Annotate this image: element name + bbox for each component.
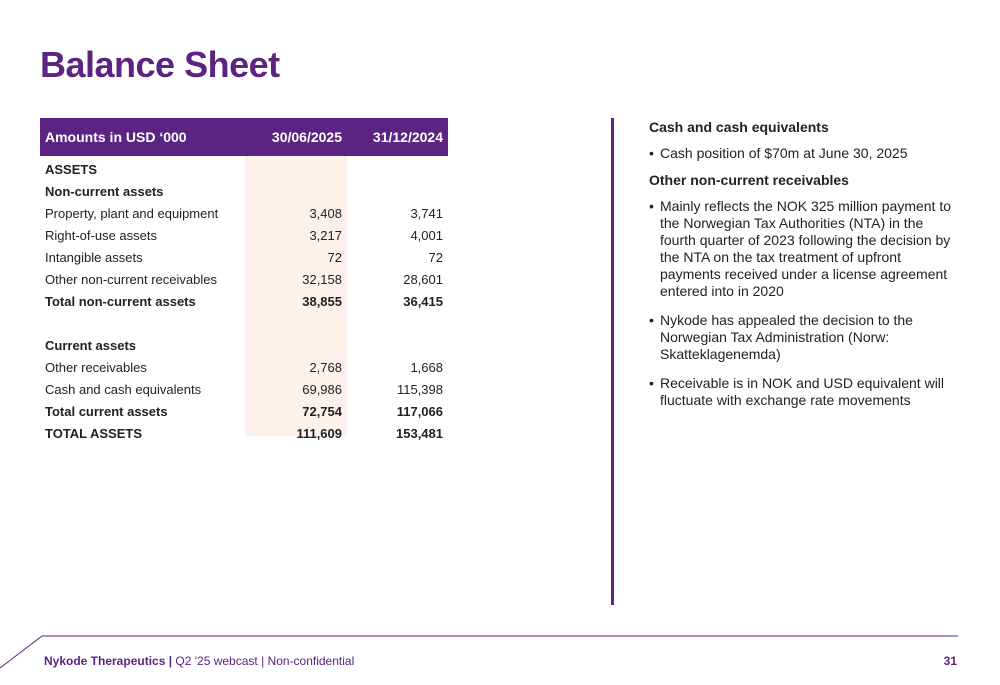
note-bullet: • Receivable is in NOK and USD equivalent will fluctuate with exchange rate movements <box>649 375 959 409</box>
note-bullet: • Cash position of $70m at June 30, 2025 <box>649 145 959 162</box>
row-label: ASSETS <box>45 162 98 177</box>
footer-company: Nykode Therapeutics | <box>44 654 173 668</box>
row-value-2024: 36,415 <box>403 294 443 309</box>
row-value-2025: 69,986 <box>302 382 342 397</box>
row-label: Current assets <box>45 338 137 353</box>
footer-subtitle: Q2 '25 webcast | Non-confidential <box>175 654 355 668</box>
row-value-2025: 3,217 <box>309 228 342 243</box>
row-label: Cash and cash equivalents <box>45 382 202 397</box>
row-label: Intangible assets <box>45 250 143 265</box>
row-value-2025: 3,408 <box>309 206 342 221</box>
row-label: Total non-current assets <box>45 294 196 309</box>
row-value-2025: 72 <box>327 250 342 265</box>
row-value-2024: 153,481 <box>396 426 443 441</box>
page-number: 31 <box>943 654 957 668</box>
row-value-2025: 111,609 <box>296 426 342 441</box>
note-bullet: • Nykode has appealed the decision to the Norwegian Tax Administration (Norw: Skatteklagenemda) <box>649 312 959 363</box>
row-value-2024: 117,066 <box>396 404 443 419</box>
row-label: Total current assets <box>45 404 168 419</box>
row-label: Right-of-use assets <box>45 228 157 243</box>
row-label: Other non-current receivables <box>45 272 217 287</box>
notes-heading-receivables: Other non-current receivables <box>649 172 849 188</box>
row-value-2025: 2,768 <box>309 360 342 375</box>
header-date-1: 30/06/2025 <box>271 129 342 145</box>
row-value-2025: 32,158 <box>302 272 342 287</box>
header-date-2: 31/12/2024 <box>372 129 443 145</box>
row-label: TOTAL ASSETS <box>45 426 143 441</box>
row-label: Non-current assets <box>45 184 164 199</box>
row-value-2025: 38,855 <box>302 294 342 309</box>
footer <box>44 654 354 668</box>
notes-heading-cash: Cash and cash equivalents <box>649 119 829 135</box>
row-value-2024: 115,398 <box>396 382 443 397</box>
row-value-2024: 4,001 <box>410 228 443 243</box>
row-value-2024: 1,668 <box>410 360 443 375</box>
note-bullet: • Mainly reflects the NOK 325 million payment to the Norwegian Tax Authorities (NTA) in the fourth quarter of 2023 following the decision by the NTA on the tax treatment of upfront payments received under a license agreement entered into in 2020 <box>649 198 959 300</box>
row-label: Property, plant and equipment <box>45 206 219 221</box>
row-value-2025: 72,754 <box>302 404 342 419</box>
page-title: Balance Sheet <box>40 44 280 85</box>
row-value-2024: 72 <box>428 250 443 265</box>
row-value-2024: 3,741 <box>410 206 443 221</box>
header-label: Amounts in USD ‘000 <box>45 129 187 145</box>
row-value-2024: 28,601 <box>403 272 443 287</box>
row-label: Other receivables <box>45 360 147 375</box>
